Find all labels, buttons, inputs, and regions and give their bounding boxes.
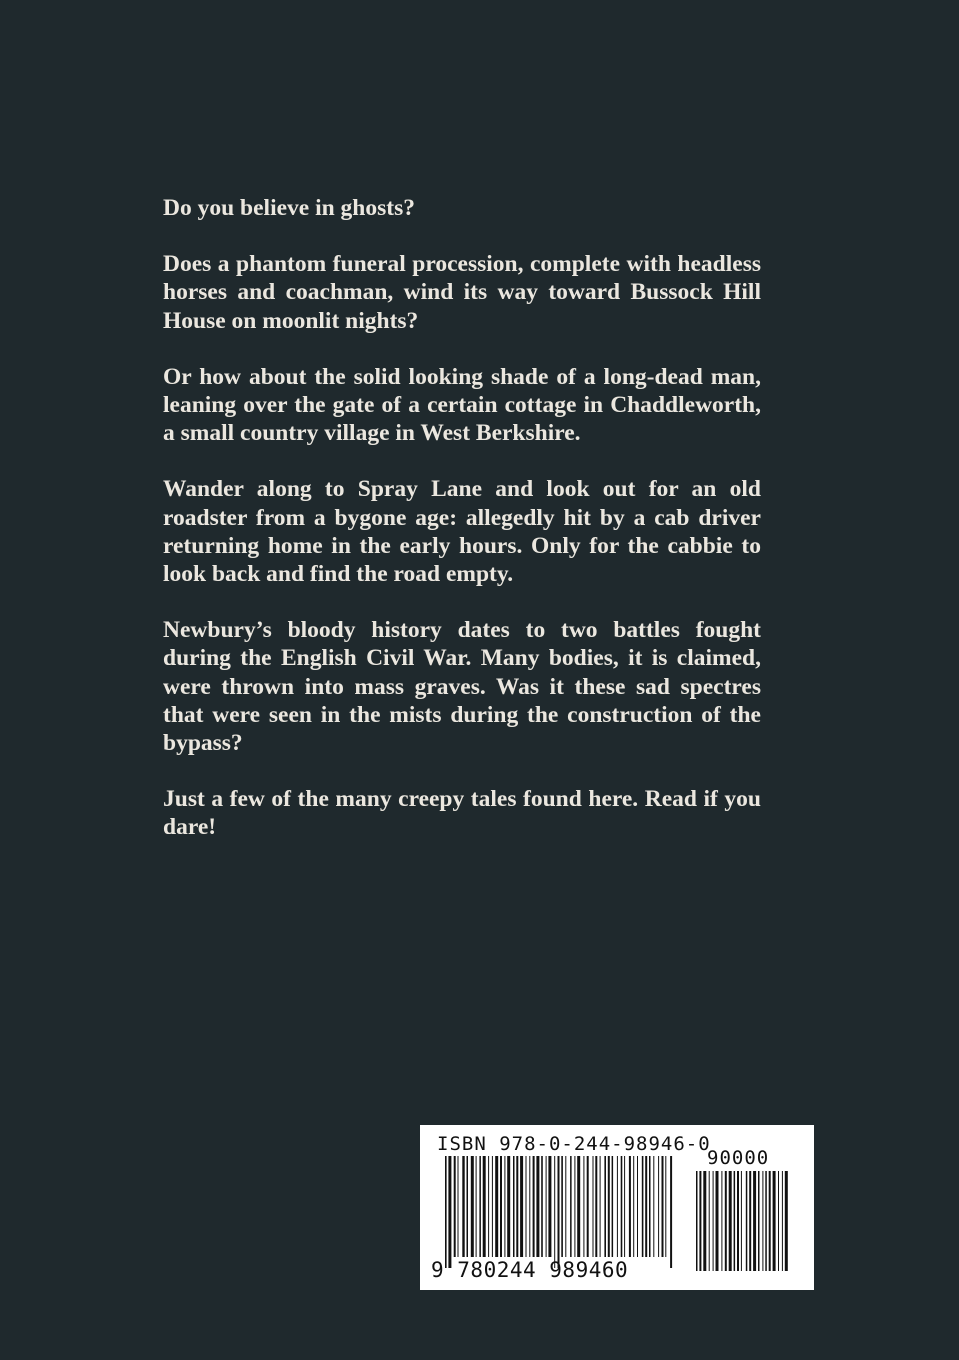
back-cover-blurb — [163, 194, 761, 870]
isbn-barcode — [420, 1125, 814, 1290]
isbn-label: ISBN 978-0-244-98946-0 — [437, 1133, 711, 1155]
price-addon-digits: 90000 — [707, 1147, 770, 1169]
blurb-paragraph: Or how about the solid looking shade of a long-dead man, leaning over the gate of a certain cottage in Chaddleworth, a small country village in West Berkshire. — [163, 363, 761, 447]
blurb-paragraph: Newbury’s bloody history dates to two battles fought during the English Civil War. Many bodies, it is claimed, were thrown into mass graves. Was it these sad spectres that were seen in the mists during the construction of the bypass? — [163, 617, 761, 757]
ean-digits: 9 780244 989460 — [431, 1258, 629, 1282]
blurb-paragraph: Wander along to Spray Lane and look out for an old roadster from a bygone age: allegedly hit by a cab driver returning home in the early hours. Only for the cabbie to look back and find the road empty. — [163, 476, 761, 588]
blurb-paragraph: Does a phantom funeral procession, complete with headless horses and coachman, wind its way toward Bussock Hill House on moonlit nights? — [163, 251, 761, 334]
blurb-paragraph: Just a few of the many creepy tales found here. Read if you dare! — [163, 786, 761, 841]
blurb-paragraph: Do you believe in ghosts? — [163, 195, 415, 221]
